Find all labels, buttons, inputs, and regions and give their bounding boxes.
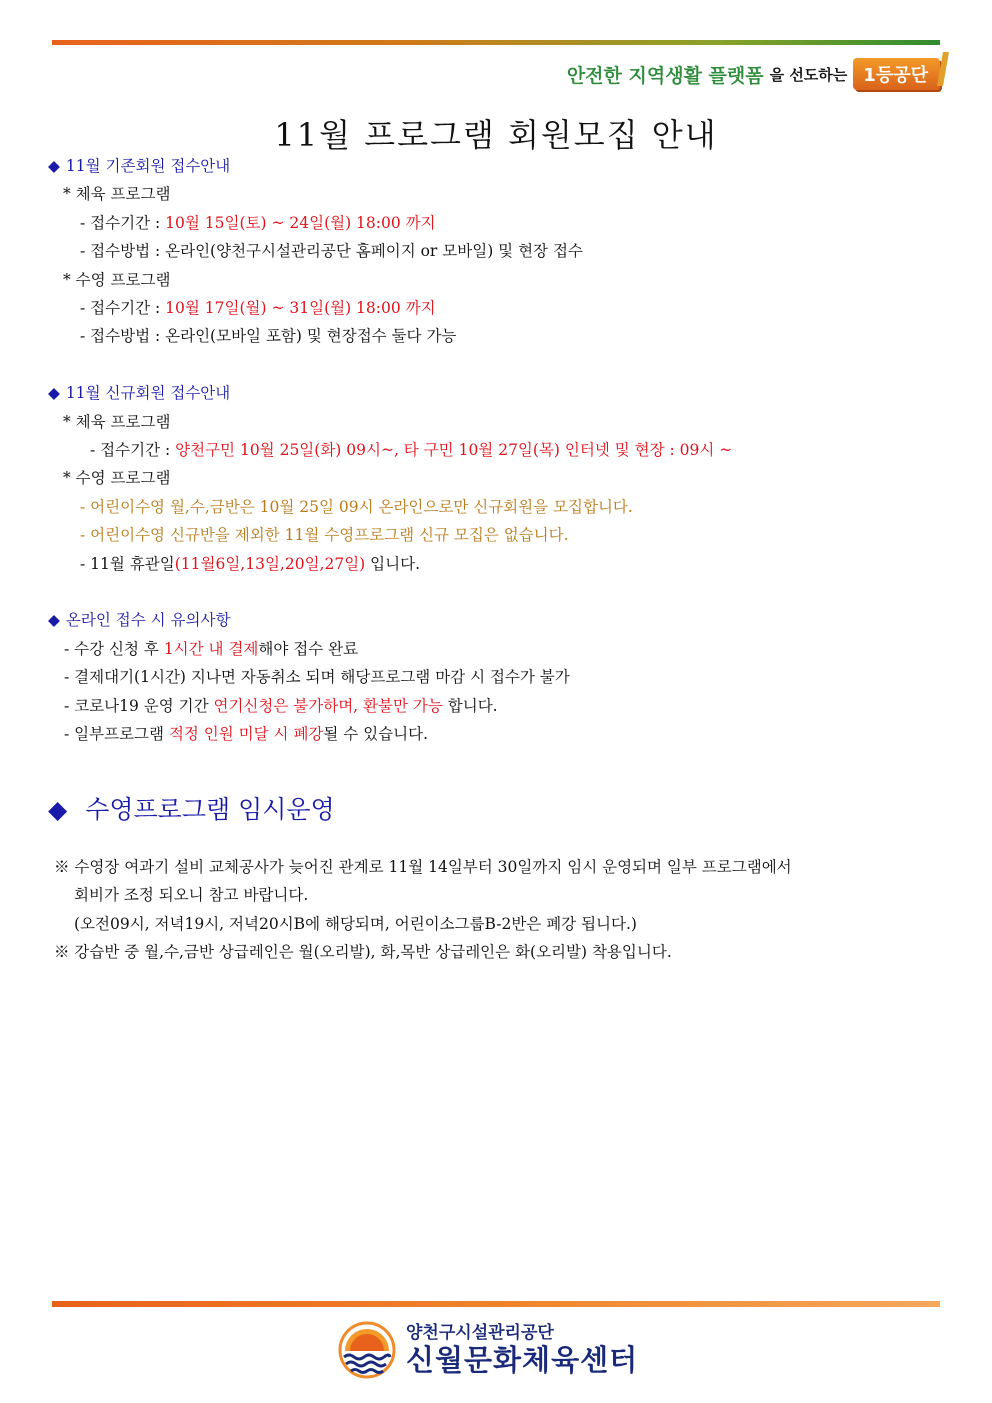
online-note-2: - 결제대기(1시간) 지나면 자동취소 되며 해당프로그램 마감 시 접수가 불가 bbox=[64, 668, 570, 687]
diamond-bullet-icon: ◆ bbox=[48, 611, 60, 630]
section-new-heading: ◆ 11월 신규회원 접수안내 bbox=[48, 384, 231, 403]
existing-sports-label: * 체육 프로그램 bbox=[63, 185, 171, 204]
footer-org-name: 양천구시설관리공단 bbox=[406, 1323, 554, 1343]
swim-temp-note-2: ※ 강습반 중 월,수,금반 상급레인은 월(오리발), 화,목반 상급레인은 화(오리발) 착용입니다. bbox=[54, 943, 672, 962]
section-existing-heading: ◆ 11월 기존회원 접수안내 bbox=[48, 157, 231, 175]
swim-temp-notes bbox=[54, 853, 954, 967]
existing-swim-label: * 수영 프로그램 bbox=[63, 270, 171, 289]
online-note-4: - 일부프로그램 적정 인원 미달 시 폐강될 수 있습니다. bbox=[64, 725, 429, 744]
new-swim-note-1: - 어린이수영 월,수,금반은 10월 25일 09시 온라인으로만 신규회원을 모집합니다. bbox=[80, 497, 633, 516]
section-online-heading: ◆ 온라인 접수 시 유의사항 bbox=[48, 611, 231, 630]
top-divider-bar bbox=[52, 40, 940, 45]
existing-sports-period: - 접수기간 : 10월 15일(토) ~ 24일(월) 18:00 까지 bbox=[80, 213, 436, 232]
slogan-badge: 1등공단 bbox=[853, 58, 940, 90]
existing-swim-period: - 접수기간 : 10월 17일(월) ~ 31일(월) 18:00 까지 bbox=[80, 299, 436, 318]
existing-sports-method: - 접수방법 : 온라인(양천구시설관리공단 홈페이지 or 모바일) 및 현장 접수 bbox=[80, 242, 583, 261]
swim-temp-note-1-line-2: 회비가 조정 되오니 참고 바랍니다. bbox=[74, 886, 309, 905]
new-sports-label: * 체육 프로그램 bbox=[63, 412, 171, 431]
slogan-part2: 을 선도하는 bbox=[769, 65, 848, 84]
footer-center-name: 신월문화체육센터 bbox=[406, 1343, 639, 1377]
slogan-part1: 안전한 지역생활 플랫폼 bbox=[566, 64, 764, 87]
header-slogan bbox=[567, 56, 940, 92]
new-closed-days: - 11월 휴관일(11월6일,13일,20일,27일) 입니다. bbox=[80, 554, 420, 573]
section-swim-temp-heading: ◆ 수영프로그램 임시운영 bbox=[48, 795, 335, 824]
diamond-bullet-icon: ◆ bbox=[48, 157, 60, 175]
online-note-1: - 수강 신청 후 1시간 내 결제해야 접수 완료 bbox=[64, 639, 359, 658]
swim-temp-note-1-line-3: (오전09시, 저녁19시, 저녁20시B에 해당되며, 어린이소그룹B-2반은 폐강 됩니다.) bbox=[74, 914, 637, 933]
footer bbox=[338, 1318, 638, 1382]
page-title: 11월 프로그램 회원모집 안내 bbox=[274, 116, 718, 154]
new-swim-label: * 수영 프로그램 bbox=[63, 469, 171, 488]
new-swim-note-2: - 어린이수영 신규반을 제외한 11월 수영프로그램 신규 모집은 없습니다. bbox=[80, 526, 569, 545]
diamond-bullet-icon: ◆ bbox=[48, 795, 68, 824]
swim-temp-note-1-line-1: ※ 수영장 여과기 설비 교체공사가 늦어진 관계로 11월 14일부터 30일까지 임시 운영되며 일부 프로그램에서 bbox=[54, 858, 792, 876]
new-sports-period: - 접수기간 : 양천구민 10월 25일(화) 09시~, 타 구민 10월 27일(목) 인터넷 및 현장 : 09시 ~ bbox=[90, 441, 733, 460]
online-note-3: - 코로나19 운영 기간 연기신청은 불가하며, 환불만 가능 합니다. bbox=[64, 696, 498, 715]
sun-wave-logo-icon bbox=[338, 1321, 396, 1379]
main-content bbox=[48, 152, 948, 749]
existing-swim-method: - 접수방법 : 온라인(모바일 포함) 및 현장접수 둘다 가능 bbox=[80, 327, 457, 346]
bottom-divider-bar bbox=[52, 1301, 940, 1307]
diamond-bullet-icon: ◆ bbox=[48, 384, 60, 403]
